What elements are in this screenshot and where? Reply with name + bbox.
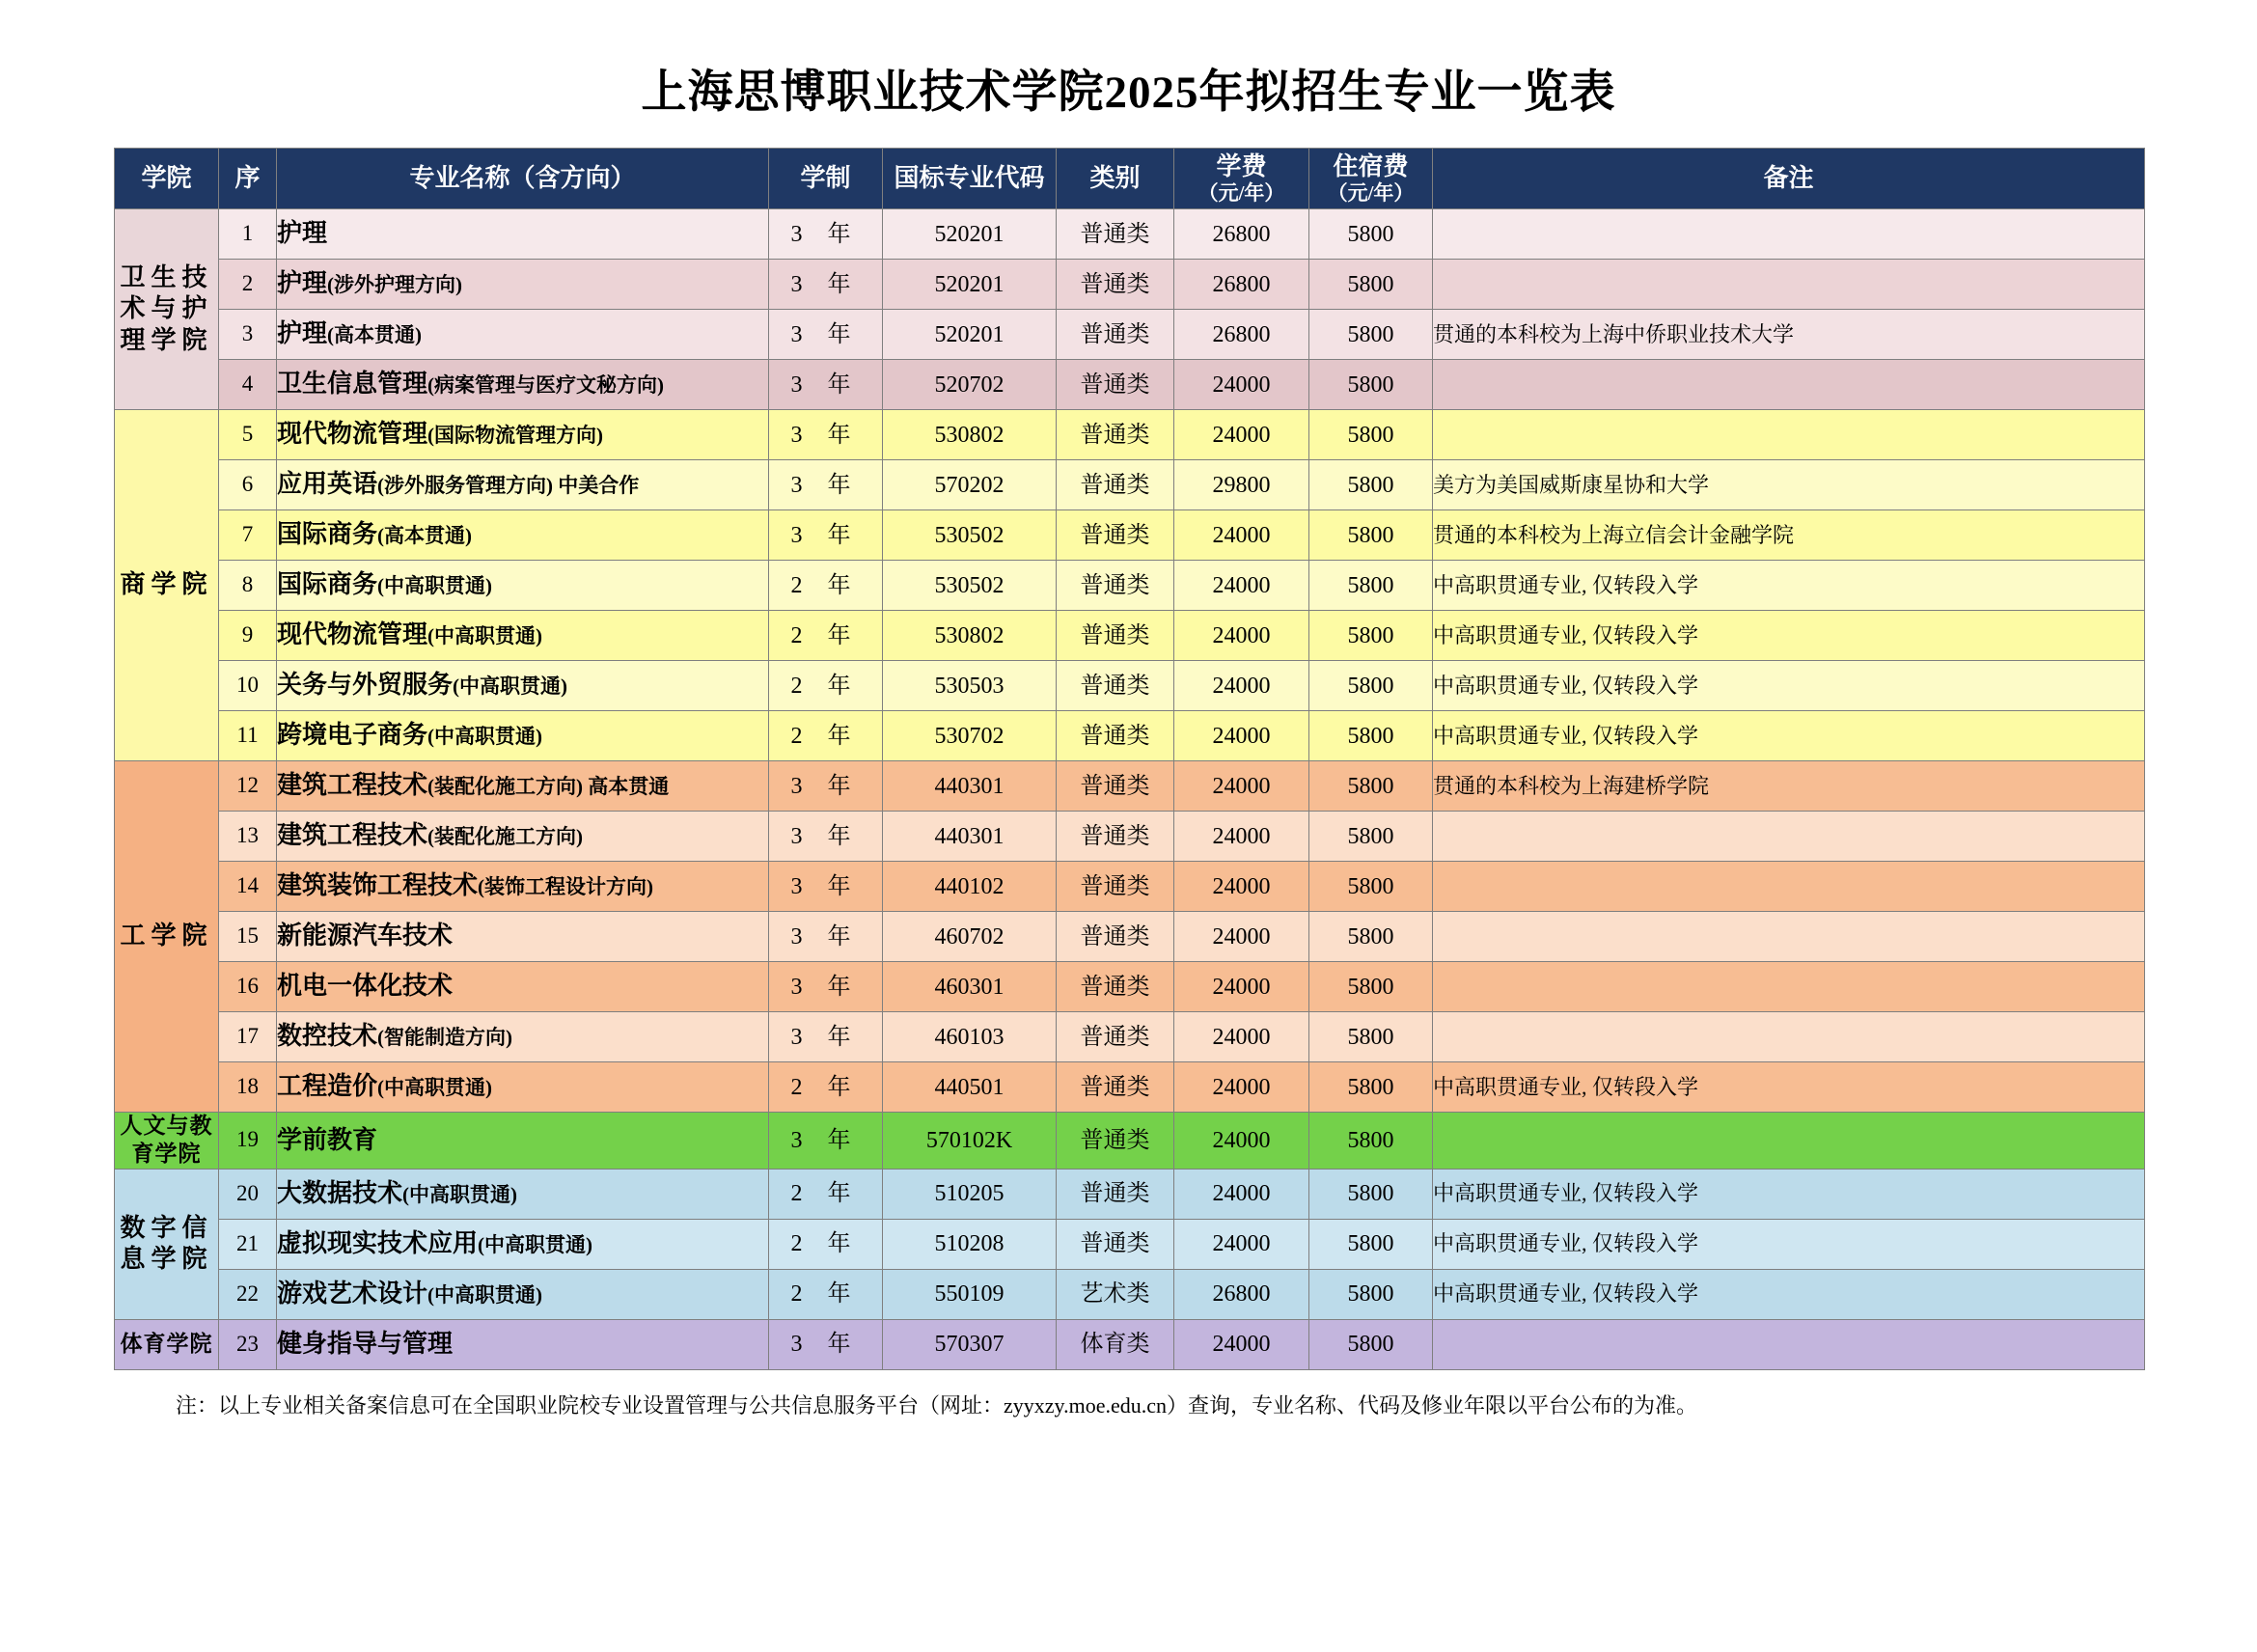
type-cell: 普通类 bbox=[1057, 310, 1174, 360]
years-cell: 2 年 bbox=[769, 1219, 883, 1269]
remark-cell: 贯通的本科校为上海中侨职业技术大学 bbox=[1433, 310, 2145, 360]
major-name bbox=[277, 761, 769, 812]
dorm-cell: 5800 bbox=[1309, 260, 1433, 310]
remark-cell bbox=[1433, 862, 2145, 912]
dorm-cell: 5800 bbox=[1309, 912, 1433, 962]
table-row bbox=[115, 661, 2145, 711]
years-cell: 3 年 bbox=[769, 1012, 883, 1062]
remark-cell: 中高职贯通专业, 仅转段入学 bbox=[1433, 1062, 2145, 1113]
row-index: 13 bbox=[219, 812, 277, 862]
major-name bbox=[277, 1269, 769, 1319]
row-index: 5 bbox=[219, 410, 277, 460]
table-row bbox=[115, 912, 2145, 962]
major-main: 虚拟现实技术应用 bbox=[277, 1228, 479, 1257]
years-cell: 3 年 bbox=[769, 209, 883, 260]
tuition-cell: 24000 bbox=[1174, 510, 1309, 561]
dorm-cell: 5800 bbox=[1309, 812, 1433, 862]
college-cell-humanities: 人文与教育学院 bbox=[115, 1113, 219, 1170]
code-cell: 520702 bbox=[883, 360, 1057, 410]
row-index: 11 bbox=[219, 711, 277, 761]
type-cell: 普通类 bbox=[1057, 410, 1174, 460]
years-cell: 3 年 bbox=[769, 260, 883, 310]
type-cell: 普通类 bbox=[1057, 661, 1174, 711]
major-direction: (中高职贯通) bbox=[478, 1232, 593, 1256]
document-page bbox=[0, 56, 2257, 1652]
row-index: 21 bbox=[219, 1219, 277, 1269]
code-cell: 530502 bbox=[883, 510, 1057, 561]
row-index: 20 bbox=[219, 1169, 277, 1219]
type-cell: 普通类 bbox=[1057, 962, 1174, 1012]
type-cell: 普通类 bbox=[1057, 561, 1174, 611]
code-cell: 550109 bbox=[883, 1269, 1057, 1319]
major-main: 健身指导与管理 bbox=[277, 1329, 454, 1358]
col-header-college: 学院 bbox=[115, 149, 219, 209]
tuition-cell: 24000 bbox=[1174, 561, 1309, 611]
remark-cell bbox=[1433, 1012, 2145, 1062]
tuition-cell: 26800 bbox=[1174, 310, 1309, 360]
college-cell-business: 商学院 bbox=[115, 410, 219, 761]
tuition-cell: 24000 bbox=[1174, 1319, 1309, 1369]
col-header-type: 类别 bbox=[1057, 149, 1174, 209]
major-main: 机电一体化技术 bbox=[277, 972, 454, 1001]
major-name bbox=[277, 1169, 769, 1219]
table-row bbox=[115, 510, 2145, 561]
code-cell: 440301 bbox=[883, 812, 1057, 862]
tuition-cell: 29800 bbox=[1174, 460, 1309, 510]
major-direction: (装配化施工方向) 高本贯通 bbox=[427, 775, 670, 799]
years-cell: 3 年 bbox=[769, 1113, 883, 1170]
col-header-index: 序 bbox=[219, 149, 277, 209]
major-direction: (高本贯通) bbox=[327, 323, 423, 347]
code-cell: 510205 bbox=[883, 1169, 1057, 1219]
years-cell: 2 年 bbox=[769, 1269, 883, 1319]
tuition-cell: 24000 bbox=[1174, 1012, 1309, 1062]
major-name bbox=[277, 360, 769, 410]
table-row bbox=[115, 1219, 2145, 1269]
major-main: 大数据技术 bbox=[277, 1178, 403, 1207]
remark-cell: 中高职贯通专业, 仅转段入学 bbox=[1433, 711, 2145, 761]
type-cell: 普通类 bbox=[1057, 460, 1174, 510]
type-cell: 普通类 bbox=[1057, 912, 1174, 962]
remark-cell: 中高职贯通专业, 仅转段入学 bbox=[1433, 611, 2145, 661]
years-cell: 3 年 bbox=[769, 360, 883, 410]
major-main: 建筑工程技术 bbox=[277, 821, 428, 850]
code-cell: 460103 bbox=[883, 1012, 1057, 1062]
major-main: 卫生信息管理 bbox=[277, 370, 428, 399]
major-main: 学前教育 bbox=[277, 1125, 378, 1154]
type-cell: 普通类 bbox=[1057, 611, 1174, 661]
row-index: 1 bbox=[219, 209, 277, 260]
table-row bbox=[115, 761, 2145, 812]
table-row bbox=[115, 611, 2145, 661]
table-footnote: 注：以上专业相关备案信息可在全国职业院校专业设置管理与公共信息服务平台（网址：zyyxzy.moe.edu.cn）查询，专业名称、代码及修业年限以平台公布的为准。 bbox=[176, 1392, 1698, 1418]
dorm-cell: 5800 bbox=[1309, 1012, 1433, 1062]
major-main: 工程造价 bbox=[277, 1072, 378, 1101]
code-cell: 520201 bbox=[883, 310, 1057, 360]
tuition-cell: 24000 bbox=[1174, 410, 1309, 460]
remark-cell: 中高职贯通专业, 仅转段入学 bbox=[1433, 1269, 2145, 1319]
years-cell: 3 年 bbox=[769, 862, 883, 912]
major-direction: (智能制造方向) bbox=[377, 1026, 513, 1050]
tuition-cell: 24000 bbox=[1174, 812, 1309, 862]
tuition-cell: 24000 bbox=[1174, 862, 1309, 912]
remark-cell bbox=[1433, 260, 2145, 310]
major-name bbox=[277, 410, 769, 460]
tuition-cell: 24000 bbox=[1174, 912, 1309, 962]
code-cell: 440102 bbox=[883, 862, 1057, 912]
remark-cell bbox=[1433, 410, 2145, 460]
major-main: 现代物流管理 bbox=[277, 620, 428, 649]
type-cell: 普通类 bbox=[1057, 360, 1174, 410]
major-direction: (病案管理与医疗文秘方向) bbox=[427, 373, 665, 398]
remark-cell bbox=[1433, 209, 2145, 260]
type-cell: 普通类 bbox=[1057, 1062, 1174, 1113]
type-cell: 体育类 bbox=[1057, 1319, 1174, 1369]
row-index: 15 bbox=[219, 912, 277, 962]
years-cell: 3 年 bbox=[769, 310, 883, 360]
type-cell: 普通类 bbox=[1057, 1012, 1174, 1062]
col-header-code: 国标专业代码 bbox=[883, 149, 1057, 209]
dorm-cell: 5800 bbox=[1309, 1269, 1433, 1319]
row-index: 4 bbox=[219, 360, 277, 410]
remark-cell: 中高职贯通专业, 仅转段入学 bbox=[1433, 1219, 2145, 1269]
tuition-cell: 24000 bbox=[1174, 1113, 1309, 1170]
type-cell: 普通类 bbox=[1057, 761, 1174, 812]
code-cell: 440301 bbox=[883, 761, 1057, 812]
col-header-dorm-label: 住宿费 bbox=[1333, 151, 1409, 180]
dorm-cell: 5800 bbox=[1309, 661, 1433, 711]
major-main: 护理 bbox=[277, 269, 328, 298]
remark-cell bbox=[1433, 1319, 2145, 1369]
dorm-cell: 5800 bbox=[1309, 962, 1433, 1012]
years-cell: 2 年 bbox=[769, 1062, 883, 1113]
dorm-cell: 5800 bbox=[1309, 611, 1433, 661]
dorm-cell: 5800 bbox=[1309, 310, 1433, 360]
tuition-cell: 24000 bbox=[1174, 661, 1309, 711]
code-cell: 530702 bbox=[883, 711, 1057, 761]
col-header-major: 专业名称（含方向） bbox=[277, 149, 769, 209]
type-cell: 普通类 bbox=[1057, 1219, 1174, 1269]
table-row bbox=[115, 711, 2145, 761]
years-cell: 3 年 bbox=[769, 812, 883, 862]
major-name bbox=[277, 1219, 769, 1269]
years-cell: 3 年 bbox=[769, 761, 883, 812]
table-row bbox=[115, 410, 2145, 460]
major-main: 跨境电子商务 bbox=[277, 721, 428, 750]
major-name bbox=[277, 1319, 769, 1369]
tuition-cell: 26800 bbox=[1174, 209, 1309, 260]
dorm-cell: 5800 bbox=[1309, 360, 1433, 410]
major-main: 国际商务 bbox=[277, 520, 378, 549]
table-row bbox=[115, 1319, 2145, 1369]
major-name bbox=[277, 611, 769, 661]
code-cell: 570102K bbox=[883, 1113, 1057, 1170]
type-cell: 普通类 bbox=[1057, 862, 1174, 912]
college-cell-engineering: 工学院 bbox=[115, 761, 219, 1113]
type-cell: 普通类 bbox=[1057, 260, 1174, 310]
years-cell: 2 年 bbox=[769, 611, 883, 661]
major-direction: (涉外护理方向) bbox=[327, 273, 463, 297]
table-row bbox=[115, 862, 2145, 912]
tuition-cell: 24000 bbox=[1174, 1062, 1309, 1113]
type-cell: 普通类 bbox=[1057, 1113, 1174, 1170]
major-name bbox=[277, 1062, 769, 1113]
code-cell: 520201 bbox=[883, 209, 1057, 260]
type-cell: 普通类 bbox=[1057, 711, 1174, 761]
col-header-dorm bbox=[1309, 149, 1433, 209]
code-cell: 460702 bbox=[883, 912, 1057, 962]
row-index: 9 bbox=[219, 611, 277, 661]
code-cell: 570307 bbox=[883, 1319, 1057, 1369]
major-main: 游戏艺术设计 bbox=[277, 1279, 428, 1308]
major-name bbox=[277, 561, 769, 611]
code-cell: 520201 bbox=[883, 260, 1057, 310]
table-row bbox=[115, 1113, 2145, 1170]
major-main: 新能源汽车技术 bbox=[277, 922, 454, 950]
type-cell: 艺术类 bbox=[1057, 1269, 1174, 1319]
remark-cell: 中高职贯通专业, 仅转段入学 bbox=[1433, 661, 2145, 711]
tuition-cell: 24000 bbox=[1174, 1219, 1309, 1269]
dorm-cell: 5800 bbox=[1309, 862, 1433, 912]
table-header bbox=[115, 149, 2145, 209]
dorm-cell: 5800 bbox=[1309, 410, 1433, 460]
type-cell: 普通类 bbox=[1057, 812, 1174, 862]
college-cell-digital: 数字信息学院 bbox=[115, 1169, 219, 1319]
major-name bbox=[277, 510, 769, 561]
table-row bbox=[115, 310, 2145, 360]
years-cell: 2 年 bbox=[769, 561, 883, 611]
table-row bbox=[115, 1062, 2145, 1113]
remark-cell bbox=[1433, 1113, 2145, 1170]
page-title: 上海思博职业技术学院2025年拟招生专业一览表 bbox=[641, 68, 1616, 118]
major-direction: (中高职贯通) bbox=[427, 725, 543, 749]
tuition-cell: 24000 bbox=[1174, 611, 1309, 661]
tuition-cell: 26800 bbox=[1174, 260, 1309, 310]
major-direction: (装饰工程设计方向) bbox=[478, 875, 654, 899]
major-name bbox=[277, 812, 769, 862]
col-header-dorm-unit: （元/年） bbox=[1327, 181, 1415, 206]
tuition-cell: 24000 bbox=[1174, 962, 1309, 1012]
col-header-tuition-label: 学费 bbox=[1216, 151, 1267, 180]
type-cell: 普通类 bbox=[1057, 1169, 1174, 1219]
code-cell: 530802 bbox=[883, 410, 1057, 460]
dorm-cell: 5800 bbox=[1309, 1062, 1433, 1113]
remark-cell: 中高职贯通专业, 仅转段入学 bbox=[1433, 1169, 2145, 1219]
table-row bbox=[115, 260, 2145, 310]
major-main: 国际商务 bbox=[277, 570, 378, 599]
major-direction: (高本贯通) bbox=[377, 524, 473, 548]
row-index: 7 bbox=[219, 510, 277, 561]
code-cell: 530502 bbox=[883, 561, 1057, 611]
tuition-cell: 24000 bbox=[1174, 360, 1309, 410]
dorm-cell: 5800 bbox=[1309, 1169, 1433, 1219]
table-row bbox=[115, 360, 2145, 410]
row-index: 22 bbox=[219, 1269, 277, 1319]
dorm-cell: 5800 bbox=[1309, 209, 1433, 260]
major-name bbox=[277, 711, 769, 761]
table-row bbox=[115, 1169, 2145, 1219]
row-index: 2 bbox=[219, 260, 277, 310]
tuition-cell: 24000 bbox=[1174, 711, 1309, 761]
dorm-cell: 5800 bbox=[1309, 460, 1433, 510]
dorm-cell: 5800 bbox=[1309, 761, 1433, 812]
remark-cell bbox=[1433, 360, 2145, 410]
table-row bbox=[115, 561, 2145, 611]
table-body bbox=[115, 209, 2145, 1370]
college-cell-nursing: 卫生技术与护理学院 bbox=[115, 209, 219, 410]
major-direction: (中高职贯通) bbox=[377, 1076, 493, 1100]
remark-cell bbox=[1433, 912, 2145, 962]
dorm-cell: 5800 bbox=[1309, 510, 1433, 561]
col-header-years: 学制 bbox=[769, 149, 883, 209]
major-main: 关务与外贸服务 bbox=[277, 671, 454, 700]
major-main: 现代物流管理 bbox=[277, 420, 428, 449]
major-direction: (中高职贯通) bbox=[427, 1282, 543, 1307]
code-cell: 570202 bbox=[883, 460, 1057, 510]
major-name bbox=[277, 862, 769, 912]
remark-cell bbox=[1433, 812, 2145, 862]
years-cell: 3 年 bbox=[769, 912, 883, 962]
row-index: 18 bbox=[219, 1062, 277, 1113]
major-name bbox=[277, 962, 769, 1012]
dorm-cell: 5800 bbox=[1309, 1319, 1433, 1369]
row-index: 10 bbox=[219, 661, 277, 711]
major-main: 数控技术 bbox=[277, 1022, 378, 1051]
major-main: 应用英语 bbox=[277, 470, 378, 499]
remark-cell bbox=[1433, 962, 2145, 1012]
years-cell: 2 年 bbox=[769, 661, 883, 711]
code-cell: 530503 bbox=[883, 661, 1057, 711]
remark-cell: 中高职贯通专业, 仅转段入学 bbox=[1433, 561, 2145, 611]
row-index: 17 bbox=[219, 1012, 277, 1062]
code-cell: 440501 bbox=[883, 1062, 1057, 1113]
tuition-cell: 26800 bbox=[1174, 1269, 1309, 1319]
code-cell: 510208 bbox=[883, 1219, 1057, 1269]
table-row bbox=[115, 812, 2145, 862]
col-header-remark: 备注 bbox=[1433, 149, 2145, 209]
remark-cell: 贯通的本科校为上海立信会计金融学院 bbox=[1433, 510, 2145, 561]
row-index: 14 bbox=[219, 862, 277, 912]
code-cell: 460301 bbox=[883, 962, 1057, 1012]
major-name bbox=[277, 460, 769, 510]
row-index: 3 bbox=[219, 310, 277, 360]
type-cell: 普通类 bbox=[1057, 510, 1174, 561]
college-cell-sports: 体育学院 bbox=[115, 1319, 219, 1369]
major-name bbox=[277, 1012, 769, 1062]
row-index: 12 bbox=[219, 761, 277, 812]
major-direction: (中高职贯通) bbox=[377, 574, 493, 598]
remark-cell: 美方为美国威斯康星协和大学 bbox=[1433, 460, 2145, 510]
major-direction: (涉外服务管理方向) 中美合作 bbox=[377, 474, 640, 498]
major-direction: (中高职贯通) bbox=[453, 675, 568, 699]
years-cell: 3 年 bbox=[769, 962, 883, 1012]
majors-table bbox=[114, 148, 2145, 1370]
col-header-tuition-unit: （元/年） bbox=[1197, 181, 1285, 206]
row-index: 6 bbox=[219, 460, 277, 510]
tuition-cell: 24000 bbox=[1174, 1169, 1309, 1219]
years-cell: 3 年 bbox=[769, 460, 883, 510]
row-index: 23 bbox=[219, 1319, 277, 1369]
major-direction: (装配化施工方向) bbox=[427, 825, 584, 849]
table-row bbox=[115, 1269, 2145, 1319]
major-main: 建筑装饰工程技术 bbox=[277, 871, 479, 900]
years-cell: 3 年 bbox=[769, 1319, 883, 1369]
major-name bbox=[277, 209, 769, 260]
row-index: 19 bbox=[219, 1113, 277, 1170]
remark-cell: 贯通的本科校为上海建桥学院 bbox=[1433, 761, 2145, 812]
major-direction: (中高职贯通) bbox=[402, 1182, 518, 1206]
dorm-cell: 5800 bbox=[1309, 1219, 1433, 1269]
major-name bbox=[277, 310, 769, 360]
years-cell: 2 年 bbox=[769, 711, 883, 761]
years-cell: 3 年 bbox=[769, 410, 883, 460]
major-direction: (国际物流管理方向) bbox=[427, 424, 604, 448]
row-index: 8 bbox=[219, 561, 277, 611]
table-row bbox=[115, 962, 2145, 1012]
major-main: 护理 bbox=[277, 319, 328, 348]
major-name bbox=[277, 912, 769, 962]
years-cell: 3 年 bbox=[769, 510, 883, 561]
type-cell: 普通类 bbox=[1057, 209, 1174, 260]
table-row bbox=[115, 1012, 2145, 1062]
code-cell: 530802 bbox=[883, 611, 1057, 661]
row-index: 16 bbox=[219, 962, 277, 1012]
major-name bbox=[277, 260, 769, 310]
dorm-cell: 5800 bbox=[1309, 1113, 1433, 1170]
table-row bbox=[115, 209, 2145, 260]
table-row bbox=[115, 460, 2145, 510]
dorm-cell: 5800 bbox=[1309, 561, 1433, 611]
dorm-cell: 5800 bbox=[1309, 711, 1433, 761]
years-cell: 2 年 bbox=[769, 1169, 883, 1219]
major-direction: (中高职贯通) bbox=[427, 624, 543, 648]
tuition-cell: 24000 bbox=[1174, 761, 1309, 812]
major-main: 护理 bbox=[277, 219, 328, 248]
major-name bbox=[277, 661, 769, 711]
col-header-tuition bbox=[1174, 149, 1309, 209]
major-main: 建筑工程技术 bbox=[277, 771, 428, 800]
major-name bbox=[277, 1113, 769, 1170]
